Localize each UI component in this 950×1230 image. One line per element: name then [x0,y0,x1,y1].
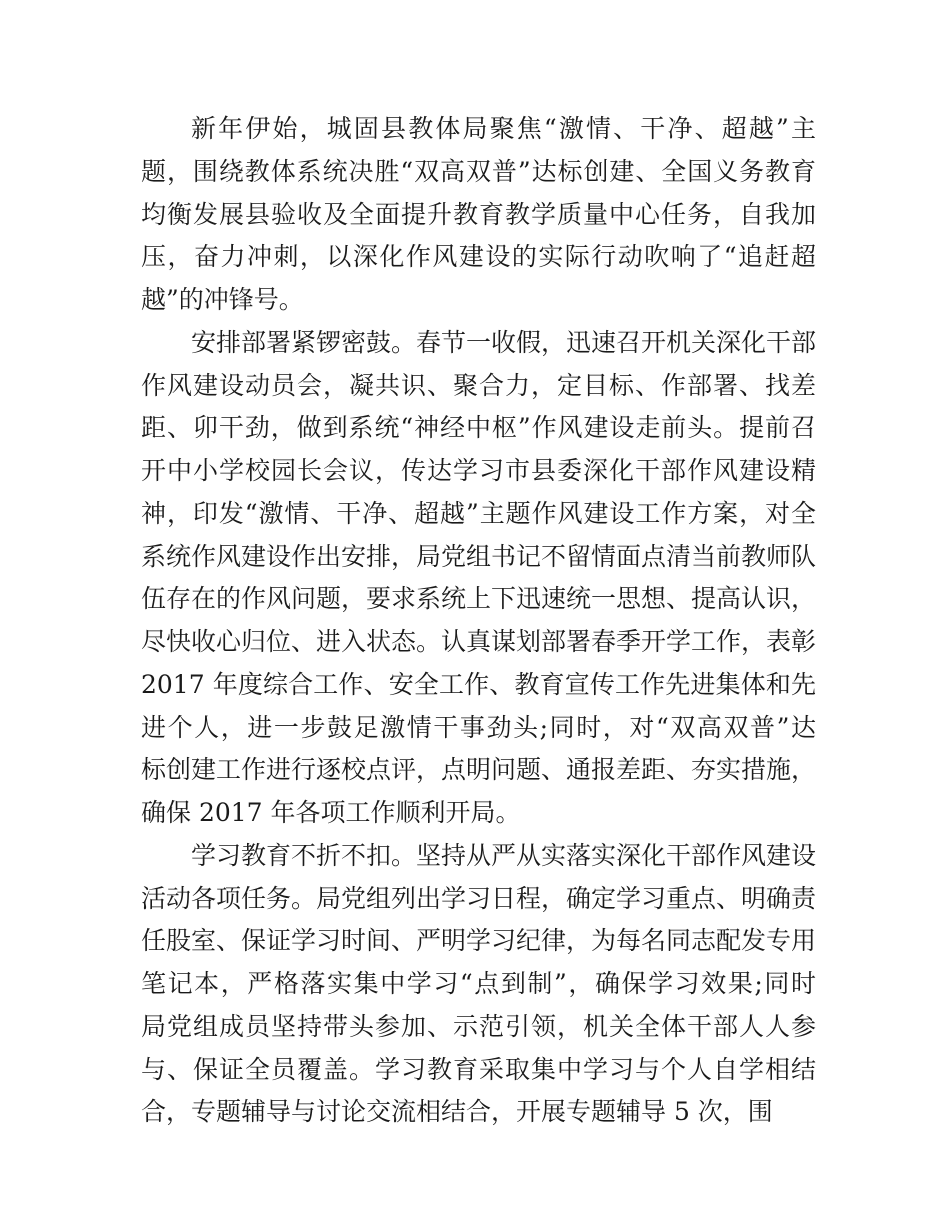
paragraph-3 [141,835,816,1134]
text-line: 与、保证全员覆盖。学习教育采取集中学习与个人自学相结 [141,1054,816,1084]
paragraph-1 [141,108,816,322]
text-line: 学习教育不折不扣。坚持从严从实落实深化干部作风建设 [191,840,817,870]
text-line: 活动各项任务。局党组列出学习日程，确定学习重点、明确责 [141,883,817,913]
text-line: 尽快收心归位、进入状态。认真谋划部署春季开学工作，表彰 [141,627,817,656]
text-line: 均衡发展县验收及全面提升教育教学质量中心任务，自我加 [141,199,816,229]
text-line: 进个人，进一步鼓足激情干事劲头;同时，对“双高双普”达 [141,712,816,742]
text-line: 合，专题辅导与讨论交流相结合，开展专题辅导 5 次，围 [141,1097,773,1127]
text-line: 局党组成员坚持带头参加、示范引领，机关全体干部人人参 [141,1011,816,1041]
text-line: 新年伊始，城固县教体局聚焦“激情、干净、超越”主 [191,114,816,143]
text-line: 开中小学校园长会议，传达学习市县委深化干部作风建设精 [141,456,816,485]
paragraph-2 [141,322,816,835]
text-line: 越”的冲锋号。 [141,285,304,314]
text-line: 2017 年度综合工作、安全工作、教育宣传工作先进集体和先 [141,669,816,699]
text-line: 距、卯干劲，做到系统“神经中枢”作风建设走前头。提前召 [141,413,816,443]
text-line: 笔记本，严格落实集中学习“点到制”，确保学习效果;同时 [141,969,816,998]
text-line: 标创建工作进行逐校点评，点明问题、通报差距、夯实措施， [141,755,817,785]
text-line: 题，围绕教体系统决胜“双高双普”达标创建、全国义务教育 [141,156,816,186]
text-line: 压，奋力冲刺，以深化作风建设的实际行动吹响了“追赶超 [141,242,816,272]
text-line: 神，印发“激情、干净、超越”主题作风建设工作方案，对全 [141,498,816,528]
text-line: 确保 2017 年各项工作顺利开局。 [141,798,521,827]
text-line: 任股室、保证学习时间、严明学习纪律，为每名同志配发专用 [141,926,817,956]
text-line: 作风建设动员会，凝共识、聚合力，定目标、作部署、找差 [141,370,816,400]
text-line: 安排部署紧锣密鼓。春节一收假，迅速召开机关深化干部 [191,327,817,357]
text-line: 伍存在的作风问题，要求系统上下迅速统一思想、提高认识， [141,584,817,614]
text-line: 系统作风建设作出安排，局党组书记不留情面点清当前教师队 [141,541,817,571]
document-body [141,108,816,1134]
